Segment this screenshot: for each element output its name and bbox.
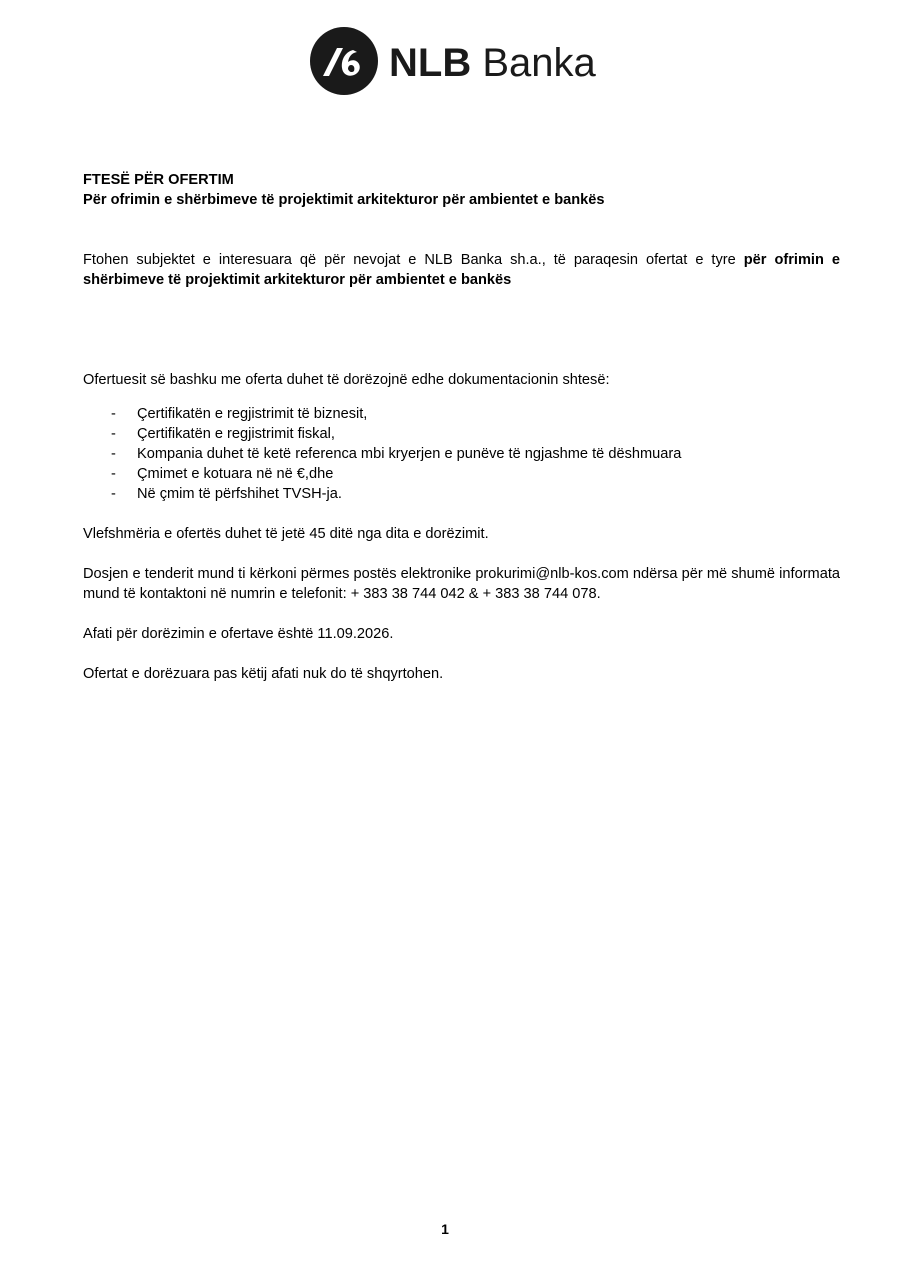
nlb-banka-logo: [309, 26, 619, 98]
logo-wordmark: NLB Banka: [389, 41, 596, 85]
list-item: [83, 424, 840, 444]
list-item: [83, 444, 840, 464]
list-item: [83, 464, 840, 484]
list-bullet: -: [111, 446, 116, 462]
list-item-text: Kompania duhet të ketë referenca mbi kryerjen e punëve të ngjashme të dëshmuara: [137, 446, 682, 462]
intro-bold-text: për ofrimin e shërbimeve të projektimit arkitekturor për ambientet e bankës: [83, 252, 840, 288]
dossier-paragraph: Dosjen e tenderit mund ti kërkoni përmes postës elektronike prokurimi@nlb-kos.com ndërsa për më shumë informata mund të kontaktoni në numrin e telefonit: + 383 38 744 042 & + 383 38 744 078.: [83, 566, 840, 602]
document-body: [83, 170, 840, 684]
list-item-text: Çertifikatën e regjistrimit të biznesit,: [137, 406, 368, 422]
documents-lead: Ofertuesit së bashku me oferta duhet të dorëzojnë edhe dokumentacionin shtesë:: [83, 372, 610, 388]
document-subtitle: Për ofrimin e shërbimeve të projektimit arkitekturor për ambientet e bankës: [83, 192, 605, 208]
list-bullet: -: [111, 406, 116, 422]
list-item-text: Çmimet e kotuara në në €,dhe: [137, 466, 334, 482]
intro-text: Ftohen subjektet e interesuara që për nevojat e NLB Banka sh.a., të paraqesin ofertat e tyre: [83, 252, 744, 268]
list-item: [83, 484, 840, 504]
documents-list: [83, 404, 840, 504]
list-bullet: -: [111, 466, 116, 482]
list-item-text: Çertifikatën e regjistrimit fiskal,: [137, 426, 335, 442]
intro-paragraph: [83, 250, 840, 290]
list-bullet: -: [111, 486, 116, 502]
page-number: 1: [441, 1221, 449, 1237]
list-bullet: -: [111, 426, 116, 442]
validity-paragraph: Vlefshmëria e ofertës duhet të jetë 45 ditë nga dita e dorëzimit.: [83, 526, 489, 542]
document-title: FTESË PËR OFERTIM: [83, 172, 234, 188]
list-item: [83, 404, 840, 424]
deadline-paragraph: Afati për dorëzimin e ofertave është 11.09.2026.: [83, 626, 394, 642]
late-notice-paragraph: Ofertat e dorëzuara pas këtij afati nuk do të shqyrtohen.: [83, 666, 444, 682]
list-item-text: Në çmim të përfshihet TVSH-ja.: [137, 486, 342, 502]
